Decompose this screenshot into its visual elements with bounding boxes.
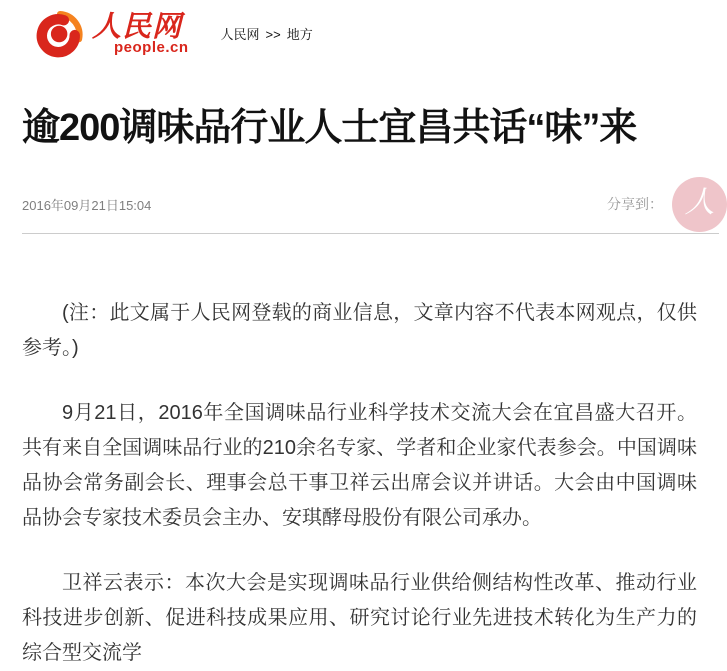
- breadcrumb-site-link[interactable]: 人民网: [220, 27, 260, 42]
- page-title: 逾200调味品行业人士宜昌共话“味”来: [22, 107, 637, 149]
- share-bar: [607, 177, 715, 232]
- page-header: [22, 8, 697, 60]
- breadcrumb-separator: >>: [265, 27, 281, 42]
- people-swirl-icon: [34, 8, 86, 60]
- breadcrumb: [221, 24, 313, 43]
- breadcrumb-section-link[interactable]: 地方: [286, 27, 313, 42]
- people-cn-logo[interactable]: [34, 8, 189, 60]
- article-body: [22, 234, 697, 671]
- share-people-weibo-button[interactable]: [672, 177, 727, 232]
- article-meta-row: [22, 176, 715, 232]
- share-label: 分享到：: [607, 196, 663, 212]
- article-paragraph: 卫祥云表示：本次大会是实现调味品行业供给侧结构性改革、推动行业科技进步创新、促进科技成果应用、研究讨论行业先进技术转化为生产力的综合型交流学: [22, 572, 697, 664]
- article-paragraph: 9月21日，2016年全国调味品行业科学技术交流大会在宜昌盛大召开。共有来自全国调味品行业的210余名专家、学者和企业家代表参会。中国调味品协会常务副会长、理事会总干事卫祥云出席会议并讲话。大会由中国调味品协会专家技术委员会主办、安琪酵母股份有限公司承办。: [22, 402, 697, 529]
- article-paragraph-note: (注：此文属于人民网登载的商业信息，文章内容不代表本网观点，仅供参考。): [22, 302, 697, 359]
- logo-text: [92, 10, 189, 56]
- article-date: 2016年09月21日15:04: [22, 197, 152, 213]
- people-glyph-icon: 人: [684, 185, 715, 220]
- logo-sub-text: people.cn: [114, 39, 189, 56]
- logo-main-text: 人民网: [92, 9, 183, 43]
